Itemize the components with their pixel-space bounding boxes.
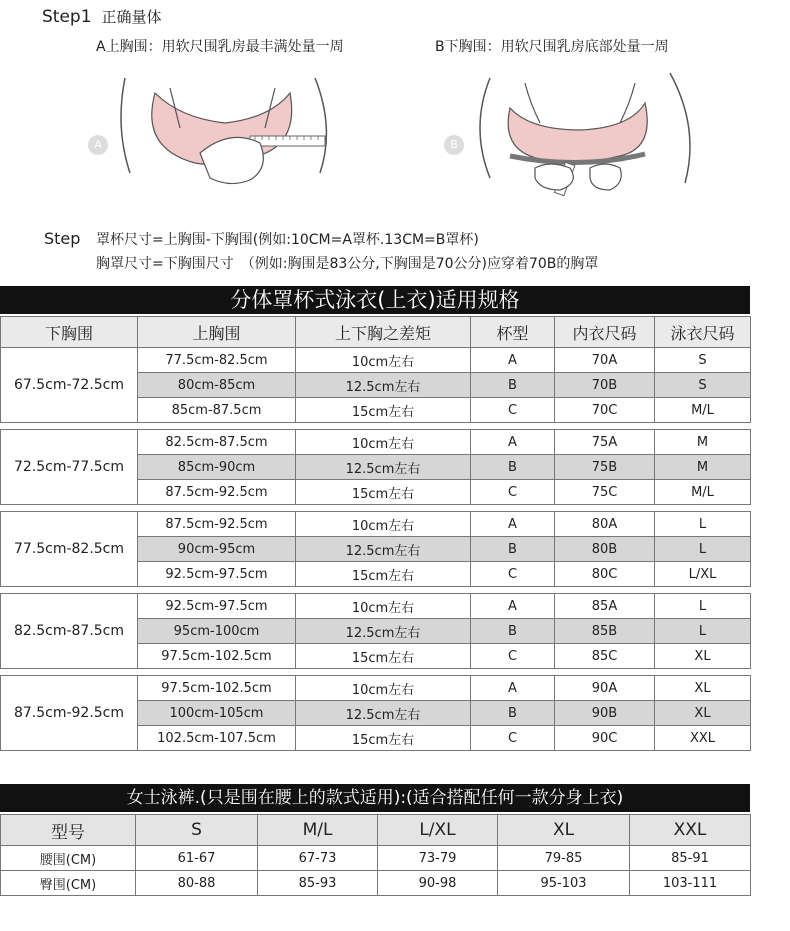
table-cell: 10cm左右 bbox=[296, 676, 471, 701]
table-cell: L bbox=[655, 619, 751, 644]
table-cell: A bbox=[471, 594, 555, 619]
top-size-banner: 分体罩杯式泳衣(上衣)适用规格 bbox=[0, 286, 750, 314]
measure-b-caption: B下胸围：用软尺围乳房底部处量一周 bbox=[435, 39, 669, 55]
table-cell: XL bbox=[655, 701, 751, 726]
table-cell: M/L bbox=[655, 398, 751, 423]
table-cell: XL bbox=[655, 644, 751, 669]
header-cell: XXL bbox=[630, 815, 751, 846]
table-cell: 15cm左右 bbox=[296, 562, 471, 587]
table-cell: 95-103 bbox=[498, 871, 630, 896]
table-cell: 95cm-100cm bbox=[138, 619, 296, 644]
table-cell: 75C bbox=[555, 480, 655, 505]
group-spacer bbox=[1, 669, 751, 676]
table-cell: 87.5cm-92.5cm bbox=[138, 512, 296, 537]
table-cell: 90-98 bbox=[378, 871, 498, 896]
header-cell: 上下胸之差矩 bbox=[296, 317, 471, 348]
table-cell: 12.5cm左右 bbox=[296, 619, 471, 644]
under-bust-illustration bbox=[470, 68, 700, 198]
step1-heading bbox=[42, 6, 162, 27]
header-cell: XL bbox=[498, 815, 630, 846]
spacer-cell bbox=[1, 587, 751, 594]
table-row bbox=[1, 348, 751, 373]
badge-a-icon: A bbox=[88, 135, 108, 155]
table-cell: C bbox=[471, 562, 555, 587]
table-cell: 92.5cm-97.5cm bbox=[138, 562, 296, 587]
header-cell: S bbox=[136, 815, 258, 846]
lower-bust-cell: 77.5cm-82.5cm bbox=[1, 512, 138, 587]
table-cell: 79-85 bbox=[498, 846, 630, 871]
table-cell: L/XL bbox=[655, 562, 751, 587]
bottom-size-banner: 女士泳裤.(只是围在腰上的款式适用):(适合搭配任何一款分身上衣) bbox=[0, 784, 750, 812]
table-cell: 80-88 bbox=[136, 871, 258, 896]
table-cell: 15cm左右 bbox=[296, 644, 471, 669]
group-spacer bbox=[1, 505, 751, 512]
lower-bust-cell: 72.5cm-77.5cm bbox=[1, 430, 138, 505]
table-cell: M bbox=[655, 455, 751, 480]
table-cell: B bbox=[471, 537, 555, 562]
bottom-table-body bbox=[1, 846, 751, 896]
header-cell: M/L bbox=[258, 815, 378, 846]
upper-bust-illustration bbox=[110, 68, 340, 198]
table-cell: 67-73 bbox=[258, 846, 378, 871]
header-cell: 上胸围 bbox=[138, 317, 296, 348]
table-cell: 85A bbox=[555, 594, 655, 619]
bottom-size-table bbox=[0, 814, 751, 896]
table-cell: 10cm左右 bbox=[296, 430, 471, 455]
table-cell: XL bbox=[655, 676, 751, 701]
table-cell: 10cm左右 bbox=[296, 348, 471, 373]
table-cell: 61-67 bbox=[136, 846, 258, 871]
table-cell: A bbox=[471, 512, 555, 537]
table-cell: 82.5cm-87.5cm bbox=[138, 430, 296, 455]
table-cell: 70C bbox=[555, 398, 655, 423]
spacer-cell bbox=[1, 505, 751, 512]
top-table-header-row bbox=[1, 317, 751, 348]
group-spacer bbox=[1, 423, 751, 430]
table-cell: 80C bbox=[555, 562, 655, 587]
table-cell: 100cm-105cm bbox=[138, 701, 296, 726]
table-cell: 87.5cm-92.5cm bbox=[138, 480, 296, 505]
table-row bbox=[1, 871, 751, 896]
top-table-body bbox=[1, 348, 751, 751]
table-cell: 12.5cm左右 bbox=[296, 701, 471, 726]
row-label: 腰围(CM) bbox=[1, 846, 136, 871]
table-row bbox=[1, 512, 751, 537]
table-cell: B bbox=[471, 701, 555, 726]
table-cell: 97.5cm-102.5cm bbox=[138, 676, 296, 701]
table-cell: 90cm-95cm bbox=[138, 537, 296, 562]
table-cell: C bbox=[471, 480, 555, 505]
table-cell: XXL bbox=[655, 726, 751, 751]
step1-subtitle: 正确量体 bbox=[101, 8, 162, 26]
table-cell: 75A bbox=[555, 430, 655, 455]
table-cell: B bbox=[471, 373, 555, 398]
table-cell: M bbox=[655, 430, 751, 455]
table-cell: B bbox=[471, 619, 555, 644]
table-cell: 70B bbox=[555, 373, 655, 398]
table-cell: 73-79 bbox=[378, 846, 498, 871]
step1-label: Step1 bbox=[42, 7, 92, 27]
table-cell: 80cm-85cm bbox=[138, 373, 296, 398]
table-cell: 12.5cm左右 bbox=[296, 537, 471, 562]
measure-a-caption: A上胸围：用软尺围乳房最丰满处量一周 bbox=[96, 39, 344, 55]
table-cell: 85cm-90cm bbox=[138, 455, 296, 480]
table-row bbox=[1, 676, 751, 701]
spacer-cell bbox=[1, 423, 751, 430]
table-cell: 90C bbox=[555, 726, 655, 751]
table-cell: 85-93 bbox=[258, 871, 378, 896]
table-cell: 90B bbox=[555, 701, 655, 726]
top-size-table bbox=[0, 316, 751, 751]
header-cell: 型号 bbox=[1, 815, 136, 846]
table-cell: 70A bbox=[555, 348, 655, 373]
table-cell: A bbox=[471, 430, 555, 455]
table-cell: 10cm左右 bbox=[296, 594, 471, 619]
table-cell: 15cm左右 bbox=[296, 726, 471, 751]
table-cell: S bbox=[655, 373, 751, 398]
header-cell: 下胸围 bbox=[1, 317, 138, 348]
step2-label: Step bbox=[44, 229, 81, 248]
table-cell: 85C bbox=[555, 644, 655, 669]
table-cell: C bbox=[471, 644, 555, 669]
table-cell: 85cm-87.5cm bbox=[138, 398, 296, 423]
spacer-cell bbox=[1, 669, 751, 676]
group-spacer bbox=[1, 587, 751, 594]
table-row bbox=[1, 846, 751, 871]
header-cell: L/XL bbox=[378, 815, 498, 846]
header-cell: 杯型 bbox=[471, 317, 555, 348]
table-cell: 85B bbox=[555, 619, 655, 644]
table-cell: 15cm左右 bbox=[296, 480, 471, 505]
table-cell: 10cm左右 bbox=[296, 512, 471, 537]
table-cell: 80B bbox=[555, 537, 655, 562]
bra-size-formula: 胸罩尺寸=下胸围尺寸 （例如:胸围是83公分,下胸围是70公分)应穿着70B的胸罩 bbox=[96, 256, 599, 272]
table-cell: 90A bbox=[555, 676, 655, 701]
table-cell: L bbox=[655, 594, 751, 619]
header-cell: 泳衣尺码 bbox=[655, 317, 751, 348]
table-cell: L bbox=[655, 512, 751, 537]
bottom-table-header-row bbox=[1, 815, 751, 846]
lower-bust-cell: 82.5cm-87.5cm bbox=[1, 594, 138, 669]
table-cell: C bbox=[471, 398, 555, 423]
table-row bbox=[1, 594, 751, 619]
table-cell: 102.5cm-107.5cm bbox=[138, 726, 296, 751]
table-cell: 75B bbox=[555, 455, 655, 480]
lower-bust-cell: 67.5cm-72.5cm bbox=[1, 348, 138, 423]
table-cell: A bbox=[471, 348, 555, 373]
badge-b-icon: B bbox=[444, 135, 464, 155]
header-cell: 内衣尺码 bbox=[555, 317, 655, 348]
table-cell: S bbox=[655, 348, 751, 373]
table-cell: 97.5cm-102.5cm bbox=[138, 644, 296, 669]
row-label: 臀围(CM) bbox=[1, 871, 136, 896]
table-row bbox=[1, 430, 751, 455]
table-cell: M/L bbox=[655, 480, 751, 505]
table-cell: 103-111 bbox=[630, 871, 751, 896]
table-cell: 77.5cm-82.5cm bbox=[138, 348, 296, 373]
table-cell: B bbox=[471, 455, 555, 480]
lower-bust-cell: 87.5cm-92.5cm bbox=[1, 676, 138, 751]
table-cell: 92.5cm-97.5cm bbox=[138, 594, 296, 619]
table-cell: C bbox=[471, 726, 555, 751]
table-cell: 12.5cm左右 bbox=[296, 373, 471, 398]
table-cell: 12.5cm左右 bbox=[296, 455, 471, 480]
table-cell: A bbox=[471, 676, 555, 701]
cup-formula: 罩杯尺寸=上胸围-下胸围(例如:10CM=A罩杯.13CM=B罩杯) bbox=[96, 232, 479, 248]
table-cell: 15cm左右 bbox=[296, 398, 471, 423]
table-cell: 85-91 bbox=[630, 846, 751, 871]
table-cell: L bbox=[655, 537, 751, 562]
table-cell: 80A bbox=[555, 512, 655, 537]
